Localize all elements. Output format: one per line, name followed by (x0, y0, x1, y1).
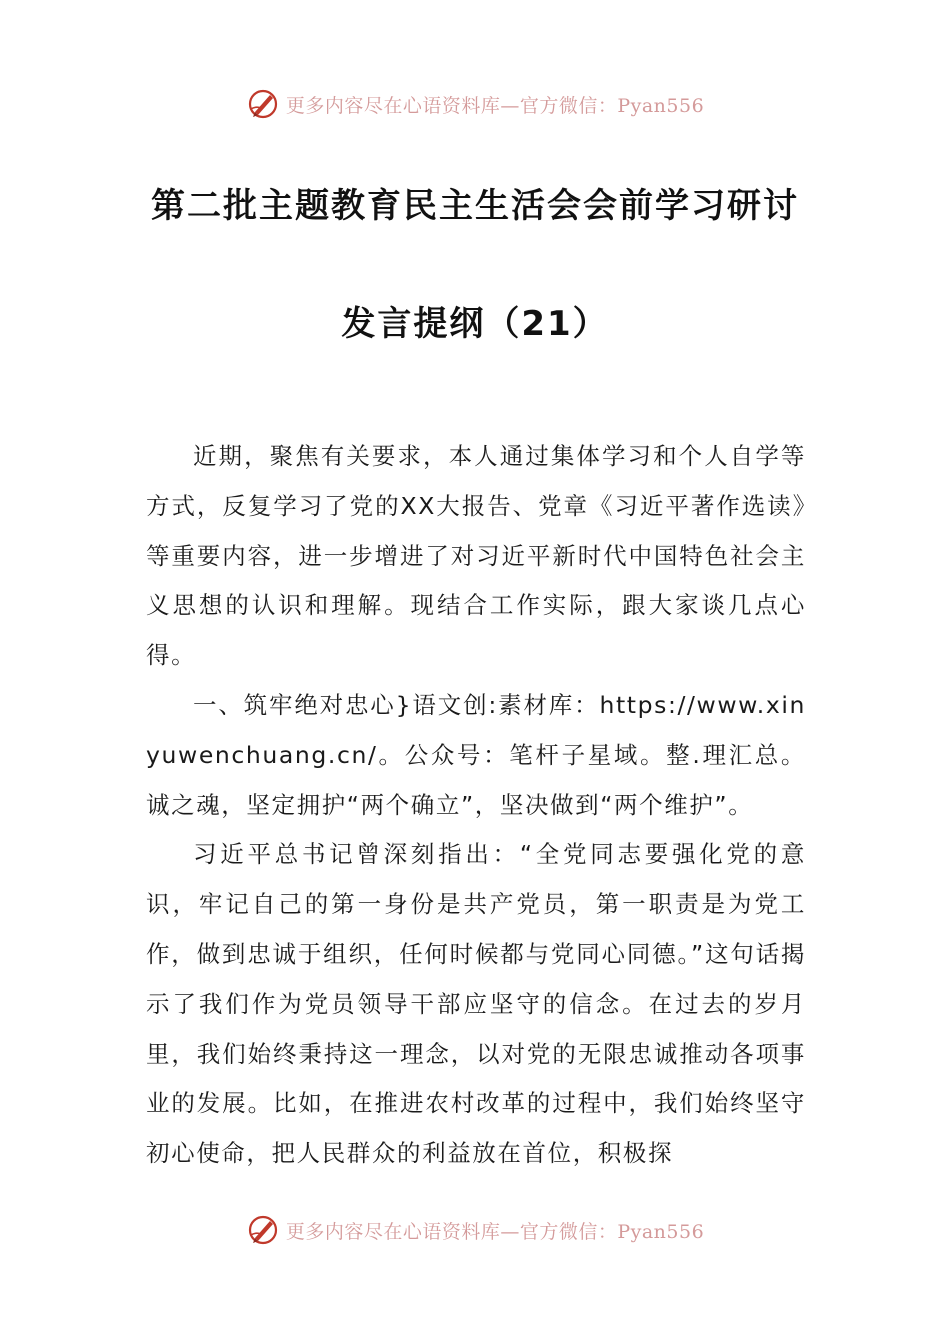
document-title-line-2: 发言提纲（21） (341, 304, 609, 344)
watermark-text: 更多内容尽在心语资料库—官方微信：Pyan556 (285, 1220, 705, 1243)
paragraph-intro: 近期，聚焦有关要求，本人通过集体学习和个人自学等方式，反复学习了党的XX大报告、党章《习近平著作选读》等重要内容，进一步增进了对习近平新时代中国特色社会主义思想的认识和理解。现结合工作实际，跟大家谈几点心得。 (146, 442, 806, 670)
document-title-line-1: 第二批主题教育民主生活会会前学习研讨 (151, 186, 799, 226)
watermark-text: 更多内容尽在心语资料库—官方微信：Pyan556 (285, 94, 705, 117)
paragraph-section-one-body: 习近平总书记曾深刻指出：“全党同志要强化党的意识，牢记自己的第一身份是共产党员，第一职责是为党工作，做到忠诚于组织，任何时候都与党同心同德。”这句话揭示了我们作为党员领导干部应坚守的信念。在过去的岁月里，我们始终秉持这一理念，以对党的无限忠诚推动各项事业的发展。比如，在推进农村改革的过程中，我们始终坚守初心使命，把人民群众的利益放在首位，积极探 (146, 840, 806, 1168)
watermark-header (0, 84, 950, 124)
paragraph-section-one-heading: 一、筑牢绝对忠心}语文创:素材库：https://www.xinyuwenchuang.cn/。公众号：笔杆子星域。整.理汇总。诚之魂，坚定拥护“两个确立”，坚决做到“两个维护”。 (146, 690, 806, 819)
watermark-footer (0, 1210, 950, 1250)
pen-logo-icon (246, 87, 280, 121)
pen-logo-icon (246, 1213, 280, 1247)
document-body (146, 432, 806, 1179)
